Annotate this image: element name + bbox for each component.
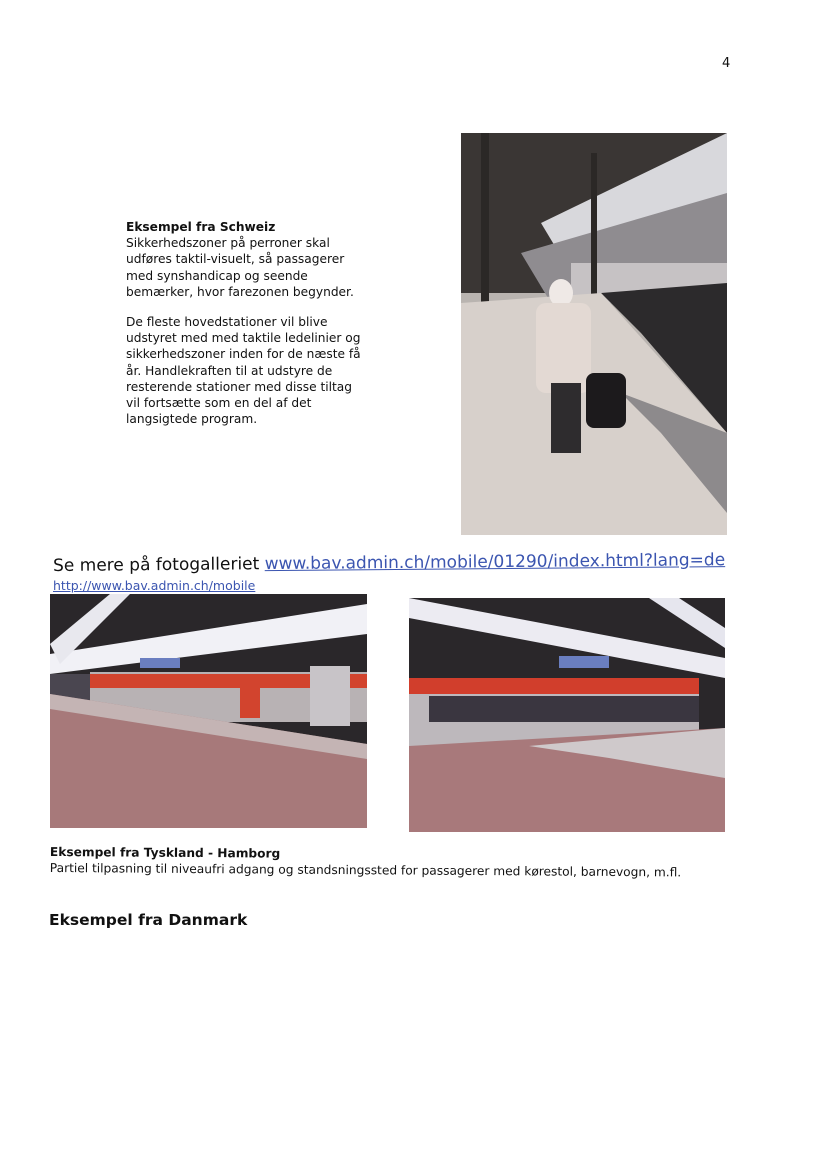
gallery-sub-link[interactable]: http://www.bav.admin.ch/mobile (53, 578, 256, 593)
page-number: 4 (722, 56, 731, 71)
gallery-line (53, 550, 725, 576)
switzerland-text-block (126, 219, 361, 441)
denmark-heading: Eksempel fra Danmark (49, 911, 248, 929)
gallery-link[interactable]: www.bav.admin.ch/mobile/01290/index.html?lang=de (264, 550, 726, 575)
hamburg-title: Eksempel fra Tyskland - Hamborg (49, 845, 281, 861)
hamburg-caption: Partiel tilpasning til niveaufri adgang og standsningssted for passagerer med kørestol, barnevogn, m.fl. (49, 860, 682, 880)
switzerland-title: Eksempel fra Schweiz (126, 220, 276, 234)
photo-hamburg-station-right (409, 598, 725, 832)
switzerland-paragraph-1 (126, 219, 361, 300)
gallery-prefix: Se mere på fotogalleriet (53, 554, 265, 576)
photo-hamburg-station-left (50, 594, 367, 828)
photo-platform-woman (461, 133, 727, 535)
switzerland-paragraph-2: De fleste hovedstationer vil blive udstyret med med taktile ledelinier og sikkerhedszoner inden for de næste få år. Handlekraften til at udstyre de resterende stationer med disse tiltag vil fortsætte som en del af det langsigtede program. (126, 315, 361, 427)
switzerland-body-1: Sikkerhedszoner på perroner skal udføres taktil-visuelt, så passagerer med synshandicap og seende bemærker, hvor farezonen begynder. (126, 236, 354, 299)
hamburg-caption-block (50, 844, 682, 880)
